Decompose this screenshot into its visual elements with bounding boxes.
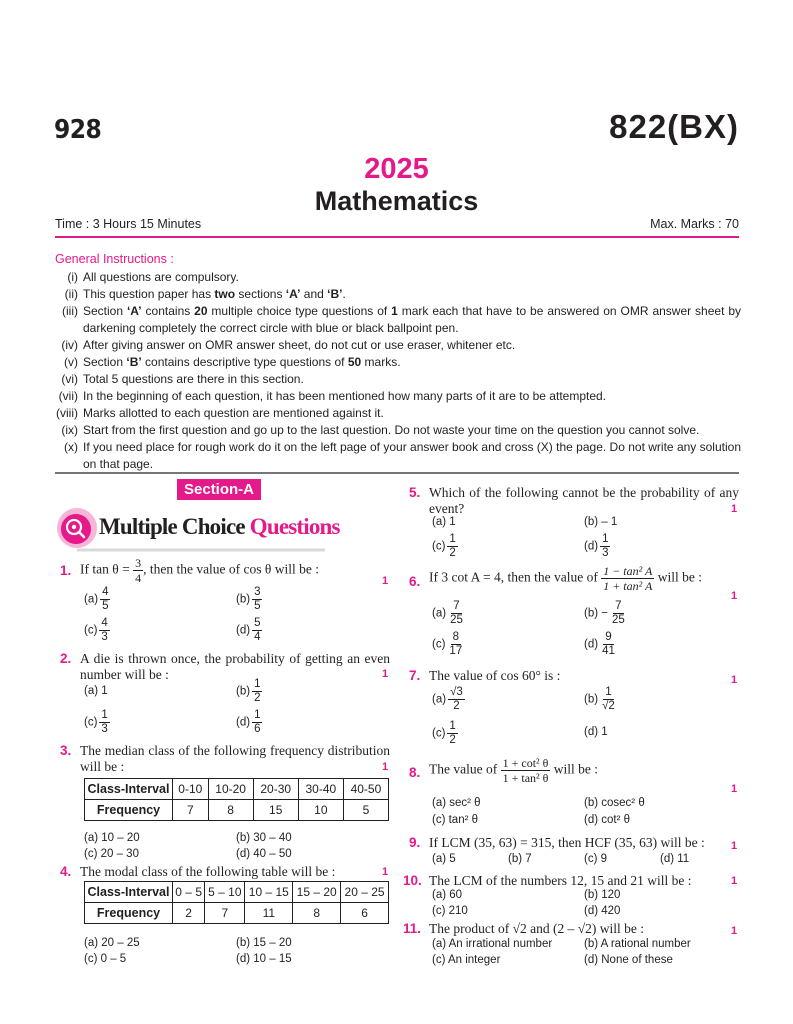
question-mark: 1	[382, 575, 389, 587]
option-d: (d) $\frac{1}{3}$	[584, 533, 609, 559]
option-c: (c) $\frac{1}{2}$	[432, 533, 456, 559]
option-b: (b) 7	[508, 853, 532, 865]
question-number: 11.	[403, 921, 422, 936]
question-number: 6.	[409, 574, 421, 589]
option-c: (c) 9	[584, 853, 607, 865]
table-cell: 10 – 15	[245, 882, 293, 903]
instruction-item: (iv) After giving answer on OMR answer sheet, do not cut or use eraser, whitener etc.	[61, 338, 516, 352]
question-number: 1.	[60, 563, 72, 578]
table-cell: 7	[173, 800, 209, 821]
question-number: 10.	[403, 873, 422, 888]
option-b: (b) 15 – 20	[236, 937, 292, 949]
question-11-text: The product of √2 and (2 – √2) will be :	[429, 921, 645, 936]
option-d: (d) 1	[584, 726, 608, 738]
instructions-list	[55, 269, 741, 473]
question-10-text: The LCM of the numbers 12, 15 and 21 will be :	[429, 873, 692, 888]
instruction-item: (x) If you need place for rough work do it on the left page of your answer book and cross (X) the page. Do not write any solution on that page.	[64, 440, 741, 471]
table-header-cell: Class-Interval	[85, 882, 173, 903]
question-3-text: The median class of the following frequency distribution will be :	[80, 743, 390, 774]
option-a: (a) An irrational number	[432, 938, 553, 950]
option-b: (b) − $\frac{7}{25}$	[584, 600, 625, 626]
question-mark: 1	[731, 875, 738, 887]
question-number: 3.	[60, 743, 72, 758]
question-mark: 1	[731, 590, 738, 602]
option-b: (b) $\frac{1}{2}$	[236, 678, 261, 704]
option-d: (d) $\frac{1}{6}$	[236, 709, 261, 735]
question-mark: 1	[731, 783, 738, 795]
instruction-item: (viii) Marks allotted to each question are mentioned against it.	[56, 406, 384, 420]
question-number: 9.	[409, 835, 421, 850]
subject-title: Mathematics	[314, 186, 479, 216]
question-mark: 1	[731, 925, 738, 937]
option-c: (c) tan² θ	[432, 814, 479, 826]
section-label: Section-A	[177, 479, 261, 500]
option-a: (a) 60	[432, 889, 463, 901]
option-b: (b) A rational number	[584, 938, 691, 950]
instruction-item: (iii) Section ‘A’ contains 20 multiple choice type questions of 1 mark each that have to be answered on OMR answer sheet by darkening completely the correct circle with blue or black ballpoint pen.	[62, 304, 741, 335]
question-mark: 1	[382, 866, 389, 878]
table-cell: 20 – 25	[341, 882, 389, 903]
instruction-item: (i) All questions are compulsory.	[67, 270, 239, 284]
table-cell: 5 – 10	[205, 882, 245, 903]
question-9-text: If LCM (35, 63) = 315, then HCF (35, 63) will be :	[429, 835, 705, 850]
question-2-text: A die is thrown once, the probability of getting an even number will be :	[80, 651, 390, 682]
question-number: 4.	[60, 864, 72, 879]
table-header-cell: Class-Interval	[85, 779, 173, 800]
table-cell: 10	[298, 800, 343, 821]
question-5-text: Which of the following cannot be the probability of any event?	[429, 485, 739, 516]
option-a: (a) 10 – 20	[84, 832, 140, 844]
question-number: 8.	[409, 765, 421, 780]
option-c: (c) 210	[432, 905, 468, 917]
option-d: (d) 11	[660, 853, 690, 865]
option-b: (b) – 1	[584, 516, 618, 528]
table-cell: 8	[293, 903, 341, 924]
instruction-item: (vi) Total 5 questions are there in this section.	[61, 372, 304, 386]
table-cell: 2	[173, 903, 205, 924]
option-a: (a) $\frac{4}{5}$	[84, 586, 109, 612]
table-cell: 15	[253, 800, 298, 821]
option-c: (c) $\frac{4}{3}$	[84, 617, 108, 643]
option-a: (a) $\frac{√3}{2}$	[432, 686, 463, 712]
option-d: (d) 420	[584, 905, 621, 917]
table-cell: 30-40	[298, 779, 343, 800]
option-d: (d) cot² θ	[584, 814, 631, 826]
instructions-divider	[55, 472, 739, 474]
question-number: 5.	[409, 485, 421, 500]
option-d: (d) $\frac{5}{4}$	[236, 617, 261, 643]
option-a: (a) 1	[432, 516, 456, 528]
option-d: (d) 40 – 50	[236, 848, 292, 860]
question-number: 2.	[60, 651, 72, 666]
option-b: (b) cosec² θ	[584, 797, 645, 809]
option-a: (a) 1	[84, 685, 108, 697]
option-d: (d) 10 – 15	[236, 953, 292, 965]
option-b: (b) 30 – 40	[236, 832, 292, 844]
exam-year: 2025	[364, 153, 429, 185]
question-mark: 1	[731, 503, 738, 515]
table-cell: 7	[205, 903, 245, 924]
option-c: (c) 20 – 30	[84, 848, 139, 860]
option-c: (c) $\frac{1}{2}$	[432, 720, 456, 746]
table-header-cell: Frequency	[85, 800, 173, 821]
instructions-title: General Instructions :	[55, 252, 174, 266]
table-cell: 10-20	[208, 779, 253, 800]
table-cell: 15 – 20	[293, 882, 341, 903]
option-a: (a) sec² θ	[432, 797, 481, 809]
frequency-table	[84, 881, 389, 924]
option-c: (c) $\frac{8}{17}$	[432, 631, 463, 657]
instruction-item: (v) Section ‘B’ contains descriptive type questions of 50 marks.	[64, 355, 401, 369]
option-c: (c) 0 – 5	[84, 953, 127, 965]
table-cell: 0-10	[173, 779, 209, 800]
question-bubble-icon	[58, 511, 94, 547]
option-a: (a) 20 – 25	[84, 937, 140, 949]
page-number: 928	[54, 115, 102, 145]
question-7-text: The value of cos 60° is :	[429, 668, 561, 683]
question-number: 7.	[409, 668, 421, 683]
max-marks: Max. Marks : 70	[650, 217, 739, 231]
option-b: (b) $\frac{3}{5}$	[236, 586, 261, 612]
option-b: (b) $\frac{1}{√2}$	[584, 686, 615, 712]
paper-code: 822(BX)	[609, 108, 739, 145]
option-c: (c) $\frac{1}{3}$	[84, 709, 108, 735]
question-4-text: The modal class of the following table will be :	[80, 864, 336, 879]
option-d: (d) $\frac{9}{41}$	[584, 631, 615, 657]
table-cell: 5	[343, 800, 388, 821]
table-cell: 20-30	[253, 779, 298, 800]
table-cell: 6	[341, 903, 389, 924]
question-mark: 1	[382, 761, 389, 773]
option-d: (d) None of these	[584, 954, 673, 966]
table-header-cell: Frequency	[85, 903, 173, 924]
option-a: (a) 5	[432, 853, 456, 865]
table-cell: 11	[245, 903, 293, 924]
header-divider	[55, 236, 739, 238]
table-cell: 0 – 5	[173, 882, 205, 903]
question-6-text: If 3 cot A = 4, then the value of $\frac{\text{1 − tan² A}}{\text{1 + tan² A}}$ will be :	[429, 564, 702, 593]
question-mark: 1	[731, 840, 738, 852]
question-8-text: The value of $\frac{\text{1 + cot² θ}}{\text{1 + tan² θ}}$ will be :	[429, 756, 598, 785]
question-mark: 1	[382, 668, 389, 680]
option-a: (a) $\frac{7}{25}$	[432, 600, 463, 626]
table-cell: 40-50	[343, 779, 388, 800]
mcq-banner-title: Multiple Choice Questions	[99, 514, 340, 539]
instruction-item: (vii) In the beginning of each question, it has been mentioned how many parts of it are to be attempted.	[58, 389, 607, 403]
instruction-item: (ix) Start from the first question and go up to the last question. Do not waste your time on the question you cannot solve.	[61, 423, 700, 437]
question-1-text: If tan θ = $\frac{3}{4}$ , then the value of cos θ will be :	[80, 556, 319, 585]
time-allowed: Time : 3 Hours 15 Minutes	[55, 217, 202, 231]
table-cell: 8	[208, 800, 253, 821]
instruction-item: (ii) This question paper has two sections ‘A’ and ‘B’.	[64, 287, 346, 301]
option-b: (b) 120	[584, 889, 621, 901]
option-c: (c) An integer	[432, 954, 501, 966]
frequency-table	[84, 778, 389, 821]
question-mark: 1	[731, 674, 738, 686]
